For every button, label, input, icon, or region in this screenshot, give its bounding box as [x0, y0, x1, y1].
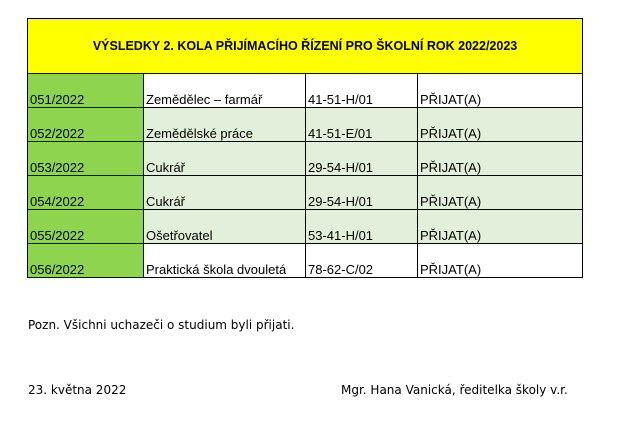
table-title-row: [28, 19, 583, 74]
applicant-id: 056/2022: [28, 244, 144, 278]
study-field: Zemědělské práce: [144, 108, 306, 142]
document-date: 23. května 2022: [28, 383, 127, 397]
results-table-body: [28, 19, 583, 278]
study-field: Zemědělec – farmář: [144, 74, 306, 108]
admission-result: PŘIJAT(A): [418, 74, 583, 108]
applicant-id: 055/2022: [28, 210, 144, 244]
field-code: 29-54-H/01: [306, 176, 418, 210]
admission-result: PŘIJAT(A): [418, 142, 583, 176]
table-row: [28, 108, 583, 142]
applicant-id: 053/2022: [28, 142, 144, 176]
field-code: 41-51-E/01: [306, 108, 418, 142]
table-row: [28, 244, 583, 278]
table-row: [28, 210, 583, 244]
study-field: Cukrář: [144, 176, 306, 210]
field-code: 53-41-H/01: [306, 210, 418, 244]
results-table: [27, 18, 583, 278]
applicant-id: 054/2022: [28, 176, 144, 210]
admission-result: PŘIJAT(A): [418, 176, 583, 210]
table-row: [28, 74, 583, 108]
study-field: Ošetřovatel: [144, 210, 306, 244]
field-code: 41-51-H/01: [306, 74, 418, 108]
field-code: 29-54-H/01: [306, 142, 418, 176]
study-field: Praktická škola dvouletá: [144, 244, 306, 278]
study-field: Cukrář: [144, 142, 306, 176]
admission-result: PŘIJAT(A): [418, 108, 583, 142]
table-row: [28, 176, 583, 210]
admission-result: PŘIJAT(A): [418, 244, 583, 278]
field-code: 78-62-C/02: [306, 244, 418, 278]
signature-text: Mgr. Hana Vanická, ředitelka školy v.r.: [341, 383, 568, 397]
table-row: [28, 142, 583, 176]
applicant-id: 052/2022: [28, 108, 144, 142]
admission-result: PŘIJAT(A): [418, 210, 583, 244]
note-text: Pozn. Všichni uchazeči o studium byli přijati.: [28, 318, 295, 332]
table-title: VÝSLEDKY 2. KOLA PŘIJÍMACÍHO ŘÍZENÍ PRO ŠKOLNÍ ROK 2022/2023: [28, 19, 583, 74]
applicant-id: 051/2022: [28, 74, 144, 108]
